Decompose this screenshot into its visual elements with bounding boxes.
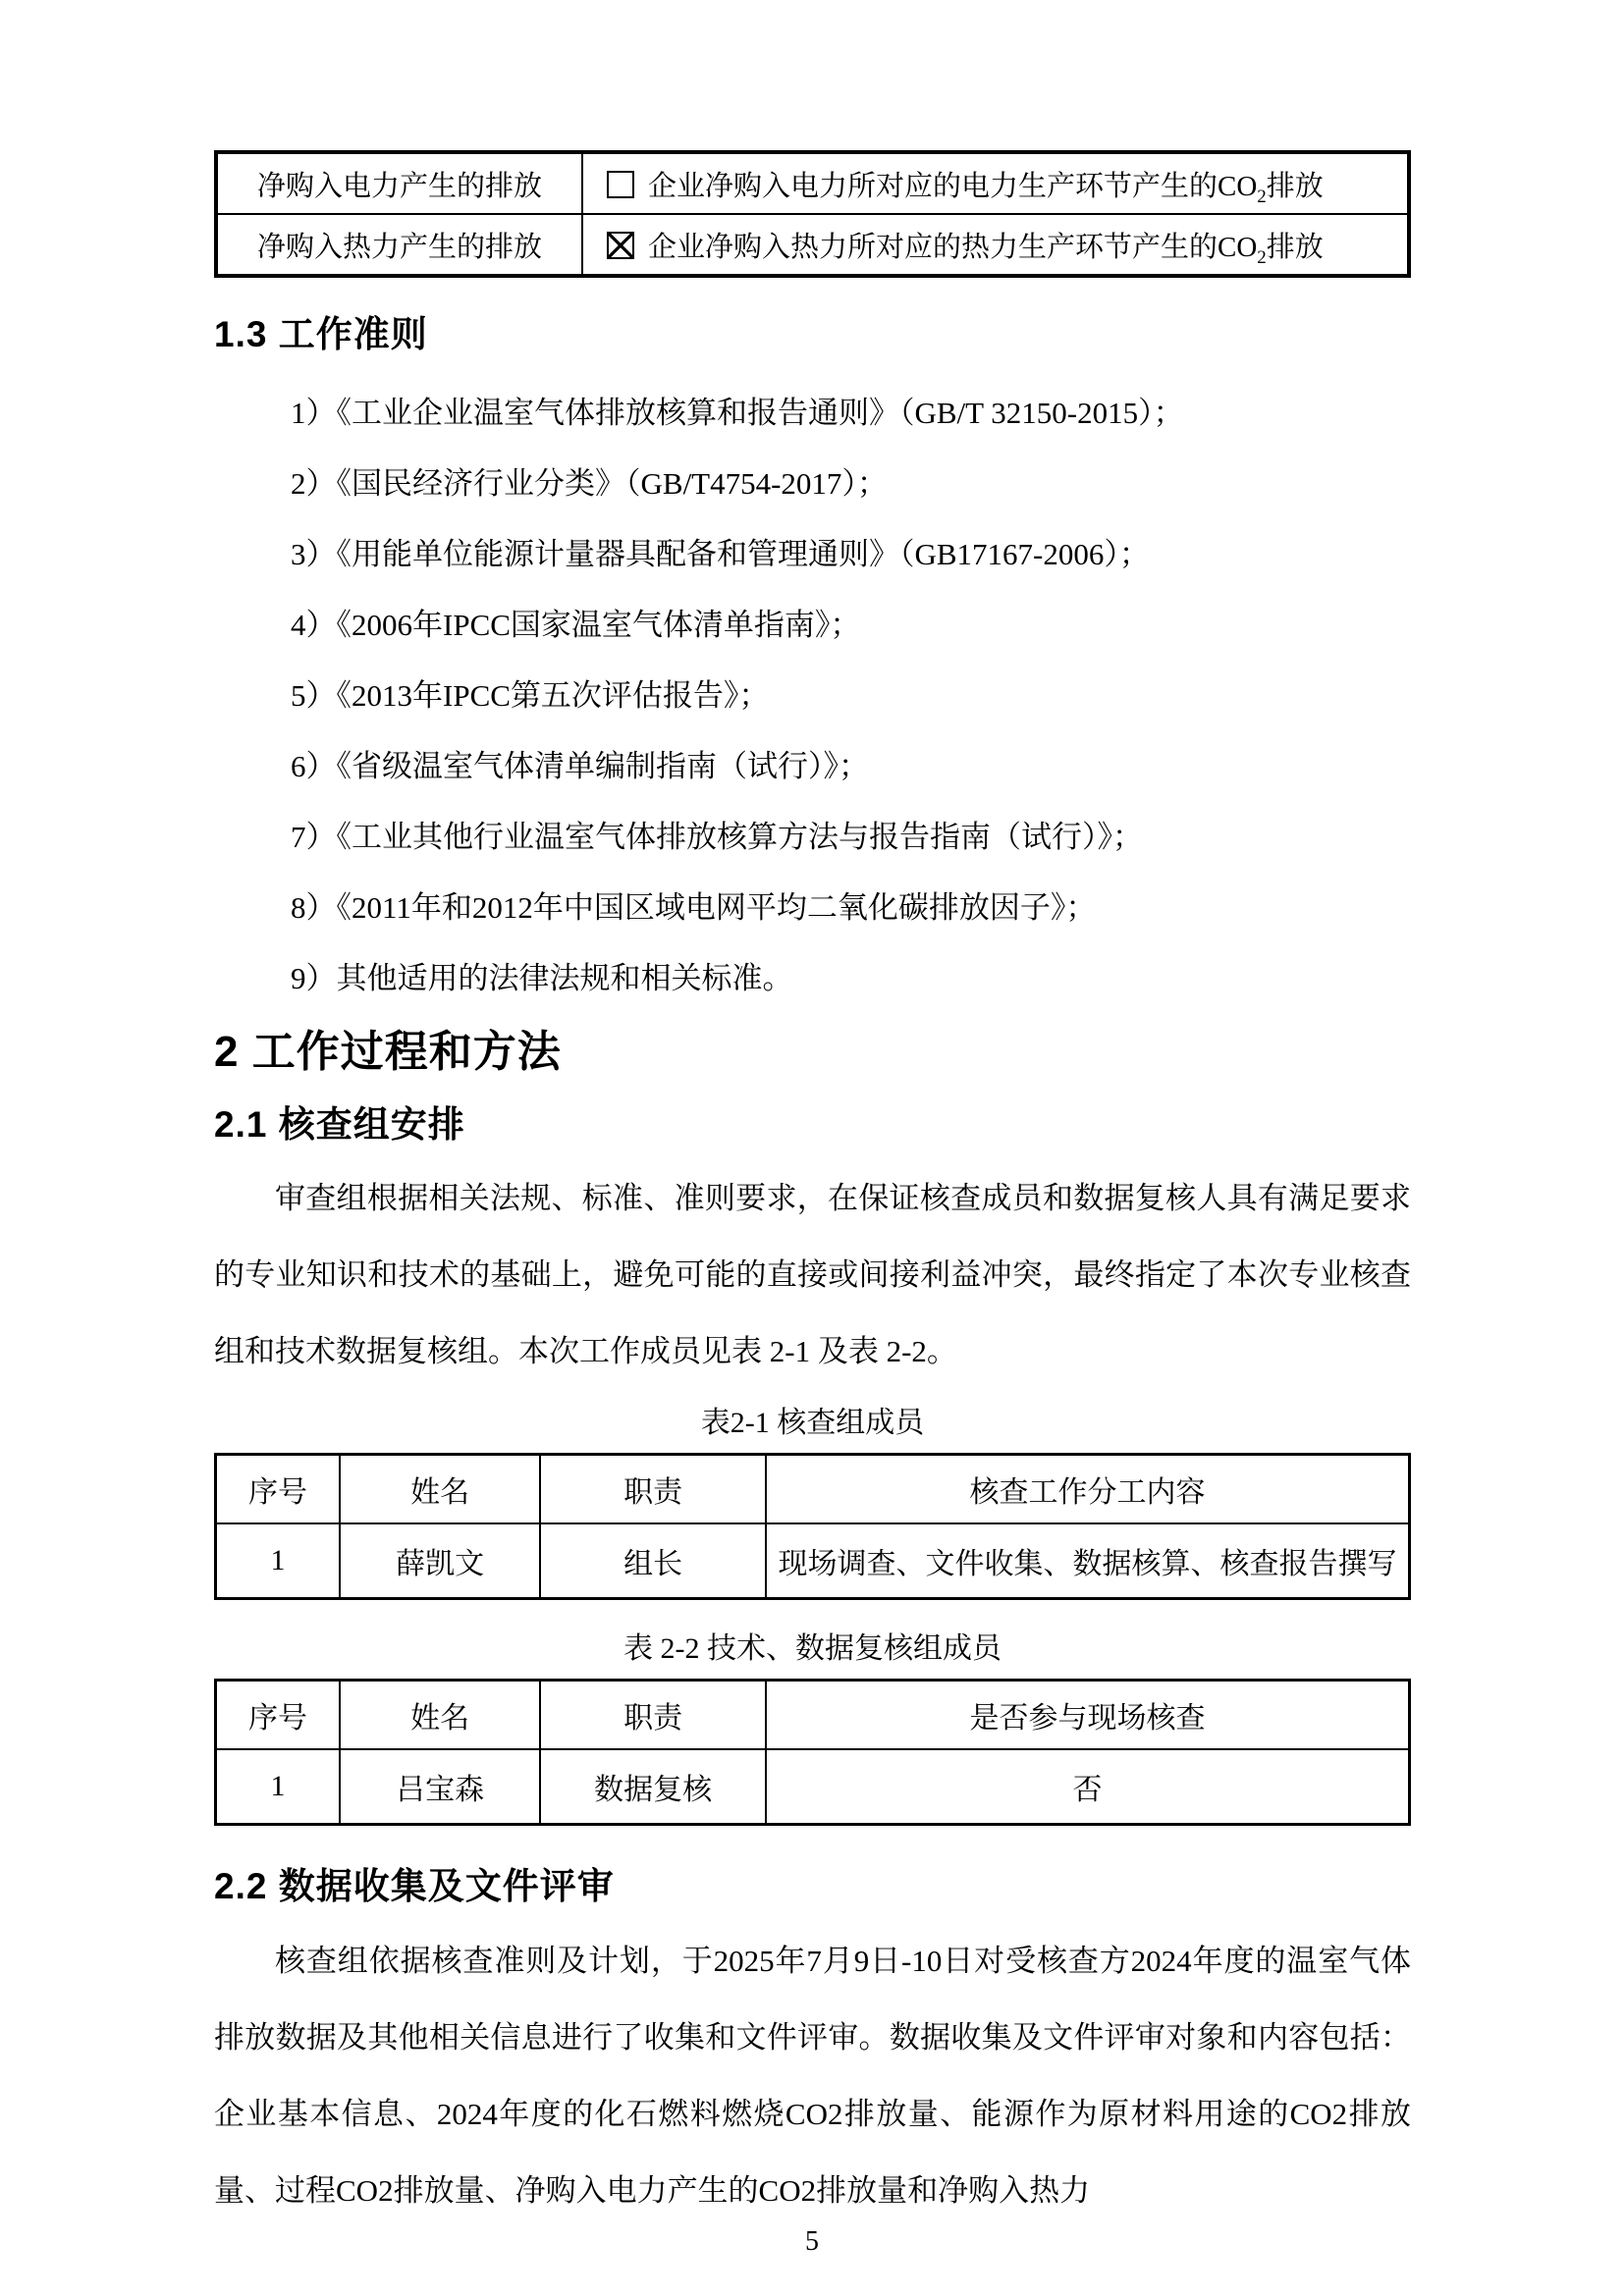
paragraph-data-collection: 核查组依据核查准则及计划，于2025年7月9日-10日对受核查方2024年度的温室气体排放数据及其他相关信息进行了收集和文件评审。数据收集及文件评审对象和内容包括：企业基本信息、2024年度的化石燃料燃烧CO2排放量、能源作为原材料用途的CO2排放量、过程CO2排放量、净购入电力产生的CO2排放量和净购入热力 — [214, 1943, 1411, 2208]
section-heading-2: 2 工作过程和方法 — [214, 1028, 562, 1077]
regulation-item: 9）其他适用的法律法规和相关标准。 — [291, 961, 793, 996]
cell-onsite: 否 — [766, 1749, 1409, 1825]
co2-subscript: 2 — [1257, 246, 1267, 268]
regulation-list — [214, 378, 1411, 1014]
column-header-seq: 序号 — [216, 1455, 340, 1524]
emission-row-label: 净购入热力产生的排放 — [216, 214, 582, 276]
column-header-name: 姓名 — [340, 1681, 540, 1750]
table-caption-2-1: 表2-1 核查组成员 — [700, 1407, 925, 1440]
cell-name: 吕宝森 — [340, 1749, 540, 1825]
column-header-name: 姓名 — [340, 1455, 540, 1524]
section-heading-2-2: 2.2 数据收集及文件评审 — [214, 1866, 615, 1907]
table-caption-2-2: 表 2-2 技术、数据复核组成员 — [623, 1632, 1001, 1666]
emission-desc-tail: 排放 — [1266, 170, 1324, 202]
cell-work-content: 现场调查、文件收集、数据核算、核查报告撰写 — [766, 1523, 1409, 1599]
emission-definition-table — [214, 150, 1411, 278]
table-header-row — [216, 1681, 1410, 1750]
regulation-item: 6）《省级温室气体清单编制指南（试行）》； — [291, 749, 869, 784]
section-heading-2-1: 2.1 核查组安排 — [214, 1103, 465, 1145]
emission-desc-text: 企业净购入电力所对应的电力生产环节产生的CO — [648, 170, 1258, 202]
cell-seq: 1 — [216, 1523, 340, 1599]
regulation-item: 4）《2006年IPCC国家温室气体清单指南》； — [291, 608, 861, 643]
cell-duty: 数据复核 — [540, 1749, 766, 1825]
cell-duty: 组长 — [540, 1523, 766, 1599]
cell-name: 薛凯文 — [340, 1523, 540, 1599]
regulation-item: 3）《用能单位能源计量器具配备和管理通则》（GB17167-2006）； — [291, 537, 1150, 572]
emission-desc-text: 企业净购入热力所对应的热力生产环节产生的CO — [648, 231, 1258, 263]
column-header-duty: 职责 — [540, 1681, 766, 1750]
emission-row-desc — [582, 214, 1409, 276]
table-header-row — [216, 1455, 1410, 1524]
regulation-item: 5）《2013年IPCC第五次评估报告》； — [291, 678, 770, 714]
emission-row-label: 净购入电力产生的排放 — [216, 152, 582, 214]
unchecked-checkbox-icon[interactable] — [607, 171, 634, 198]
table-row — [216, 1749, 1410, 1825]
regulation-item: 8）《2011年和2012年中国区域电网平均二氧化碳排放因子》； — [291, 890, 1097, 926]
section-heading-1-3: 1.3 工作准则 — [214, 314, 428, 354]
column-header-onsite: 是否参与现场核查 — [766, 1681, 1409, 1750]
paragraph-team-arrangement: 审查组根据相关法规、标准、准则要求，在保证核查成员和数据复核人具有满足要求的专业知识和技术的基础上，避免可能的直接或间接利益冲突，最终指定了本次专业核查组和技术数据复核组。本次工作成员见表 2-1 及表 2-2。 — [214, 1181, 1411, 1369]
verification-team-table — [214, 1453, 1411, 1600]
table-row — [216, 152, 1409, 214]
column-header-duty: 职责 — [540, 1455, 766, 1524]
review-team-table — [214, 1679, 1411, 1826]
checked-checkbox-icon[interactable] — [607, 232, 634, 259]
page-content — [214, 0, 1411, 2229]
column-header-seq: 序号 — [216, 1681, 340, 1750]
regulation-item: 1）《工业企业温室气体排放核算和报告通则》（GB/T 32150-2015）； — [291, 396, 1184, 431]
regulation-item: 2）《国民经济行业分类》（GB/T4754-2017）； — [291, 466, 888, 502]
emission-row-desc — [582, 152, 1409, 214]
table-row — [216, 1523, 1410, 1599]
table-row — [216, 214, 1409, 276]
emission-desc-tail: 排放 — [1266, 231, 1324, 263]
page-number: 5 — [805, 2226, 819, 2257]
cell-seq: 1 — [216, 1749, 340, 1825]
regulation-item: 7）《工业其他行业温室气体排放核算方法与报告指南（试行）》； — [291, 820, 1143, 855]
column-header-work-content: 核查工作分工内容 — [766, 1455, 1409, 1524]
co2-subscript: 2 — [1257, 186, 1267, 207]
